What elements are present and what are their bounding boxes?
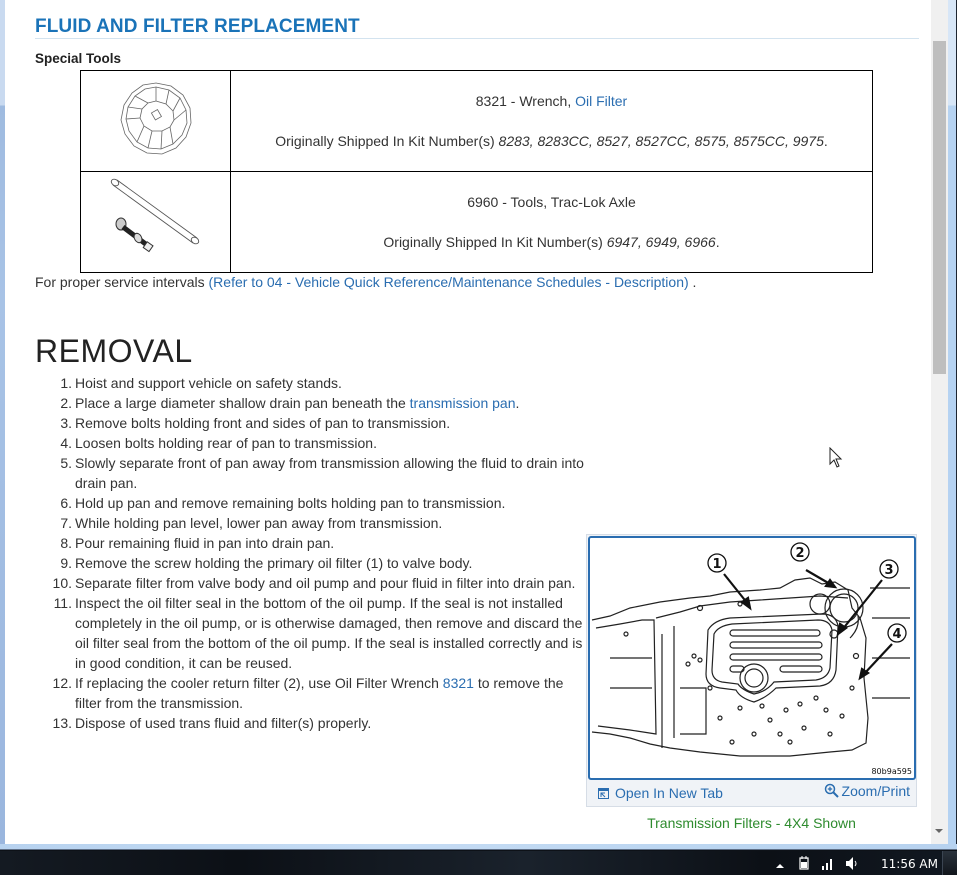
power-icon[interactable]: [795, 854, 813, 872]
list-item: [45, 513, 597, 533]
show-desktop-button[interactable]: [942, 851, 957, 875]
step-number: 1.: [60, 375, 72, 391]
taskbar: [0, 851, 957, 875]
document-page: [5, 0, 931, 844]
step-number: 13.: [52, 715, 72, 731]
window-frame-right: [948, 0, 957, 848]
list-item: [45, 713, 597, 733]
scrollbar-thumb[interactable]: [933, 41, 946, 374]
tool-kit-numbers: [231, 131, 872, 151]
step-text: Slowly separate front of pan away from transmission allowing the fluid to drain into drain pan.: [75, 455, 584, 491]
list-item: [45, 453, 597, 493]
wrench-8321-link[interactable]: 8321: [442, 675, 474, 691]
step-text-after: .: [515, 395, 520, 411]
tool-number: 6960: [467, 194, 499, 210]
step-number: 12.: [52, 675, 72, 691]
tool-row: [81, 172, 873, 273]
callout-3: 3: [884, 563, 894, 578]
tool-description-cell: [231, 71, 873, 172]
list-item: [45, 373, 597, 393]
show-hidden-icons-icon[interactable]: [771, 854, 789, 872]
scroll-down-arrow-icon[interactable]: [935, 829, 943, 833]
taskbar-clock[interactable]: 11:56 AM: [881, 857, 938, 871]
figure-actions: [587, 783, 916, 805]
step-text: Remove bolts holding front and sides of pan to transmission.: [75, 415, 451, 431]
step-text: If replacing the cooler return filter (2), use Oil Filter Wrench: [75, 675, 443, 691]
list-item: [45, 433, 597, 453]
special-tools-table: [80, 70, 873, 273]
step-text: While holding pan level, lower pan away from transmission.: [75, 515, 443, 531]
kit-list: 6947, 6949, 6966: [606, 234, 716, 250]
kit-suffix: .: [823, 133, 828, 149]
step-number: 10.: [52, 575, 72, 591]
step-text: Inspect the oil filter seal in the bottom of the oil pump. If the seal is not installed completely in the oil pump, or is otherwise damaged, then remove and discard the oil filter seal from the bottom of the oil pump. If the seal is installed correctly and is in good condition, it can be reused.: [75, 595, 583, 671]
step-text: Remove the screw holding the primary oil filter (1) to valve body.: [75, 555, 473, 571]
list-item: [45, 593, 597, 673]
list-item: [45, 413, 597, 433]
step-number: 5.: [60, 455, 72, 471]
step-text: Place a large diameter shallow drain pan beneath the: [75, 395, 410, 411]
callout-1: 1: [712, 557, 722, 572]
step-text: Hoist and support vehicle on safety stands.: [75, 375, 342, 391]
list-item: [45, 573, 597, 593]
open-new-tab-icon: [598, 788, 609, 799]
list-item: [45, 553, 597, 573]
step-number: 4.: [60, 435, 72, 451]
service-text: For proper service intervals: [35, 274, 209, 290]
figure-caption: Transmission Filters - 4X4 Shown: [647, 815, 856, 831]
callout-4: 4: [892, 627, 902, 642]
transmission-pan-link[interactable]: transmission pan: [409, 395, 516, 411]
step-number: 3.: [60, 415, 72, 431]
oil-filter-link[interactable]: Oil Filter: [575, 93, 628, 109]
tool-row: [81, 71, 873, 172]
tool-name-text: - Wrench,: [506, 93, 576, 109]
kit-suffix: .: [715, 234, 720, 250]
transmission-diagram-illustration: [590, 538, 914, 778]
zoom-print-button[interactable]: [824, 783, 910, 799]
step-number: 7.: [60, 515, 72, 531]
removal-heading: REMOVAL: [35, 333, 193, 369]
kit-list: 8283, 8283CC, 8527, 8527CC, 8575, 8575CC, 9975: [498, 133, 824, 149]
step-number: 11.: [53, 595, 72, 611]
step-number: 2.: [60, 395, 72, 411]
tool-name-text: - Tools, Trac-Lok Axle: [498, 194, 636, 210]
title-divider: [35, 38, 919, 39]
list-item: [45, 533, 597, 553]
tool-name: [231, 91, 872, 111]
zoom-in-icon: [824, 783, 840, 799]
step-text: Dispose of used trans fluid and filter(s) properly.: [75, 715, 372, 731]
special-tools-label: Special Tools: [35, 51, 122, 66]
removal-steps-list: [45, 373, 597, 733]
kit-label: Originally Shipped In Kit Number(s): [383, 234, 607, 250]
step-text: Hold up pan and remove remaining bolts holding pan to transmission.: [75, 495, 506, 511]
oil-filter-wrench-icon: [116, 79, 196, 159]
kit-label: Originally Shipped In Kit Number(s): [275, 133, 499, 149]
transmission-filter-diagram[interactable]: [588, 536, 916, 780]
volume-icon[interactable]: [843, 854, 861, 872]
step-text: Pour remaining fluid in pan into drain pan.: [75, 535, 335, 551]
page-title: FLUID AND FILTER REPLACEMENT: [35, 16, 360, 37]
zoom-print-label: Zoom/Print: [841, 783, 910, 799]
callout-2: 2: [795, 546, 805, 561]
window-frame-bottom: [0, 844, 957, 850]
tool-description-cell: [231, 172, 873, 273]
trac-lok-axle-tool-icon: [101, 175, 211, 265]
vertical-scrollbar[interactable]: [931, 0, 948, 844]
tool-name: [231, 192, 872, 212]
mouse-pointer-icon: [829, 447, 843, 469]
service-interval-note: [35, 274, 696, 290]
tool-image-cell: [81, 71, 231, 172]
tool-kit-numbers: [231, 232, 872, 252]
list-item: [45, 673, 597, 713]
step-number: 9.: [60, 555, 72, 571]
network-signal-icon[interactable]: [819, 854, 837, 872]
tool-image-cell: [81, 172, 231, 273]
step-text: Loosen bolts holding rear of pan to transmission.: [75, 435, 377, 451]
list-item: [45, 493, 597, 513]
tool-number: 8321: [475, 93, 507, 109]
step-text: Separate filter from valve body and oil pump and pour fluid in filter into drain pan.: [75, 575, 576, 591]
system-tray: [771, 851, 867, 875]
step-number: 6.: [60, 495, 72, 511]
image-code: 80b9a595: [871, 767, 912, 776]
figure-panel: [586, 534, 917, 807]
service-suffix: .: [688, 274, 697, 290]
list-item: [45, 393, 597, 413]
open-in-new-tab-button[interactable]: [598, 785, 723, 801]
step-text-after: to remove the filter from the transmission.: [75, 675, 564, 711]
step-number: 8.: [60, 535, 72, 551]
maintenance-schedules-link[interactable]: (Refer to 04 - Vehicle Quick Reference/Maintenance Schedules - Description): [208, 274, 689, 290]
open-new-tab-label: Open In New Tab: [615, 785, 723, 801]
